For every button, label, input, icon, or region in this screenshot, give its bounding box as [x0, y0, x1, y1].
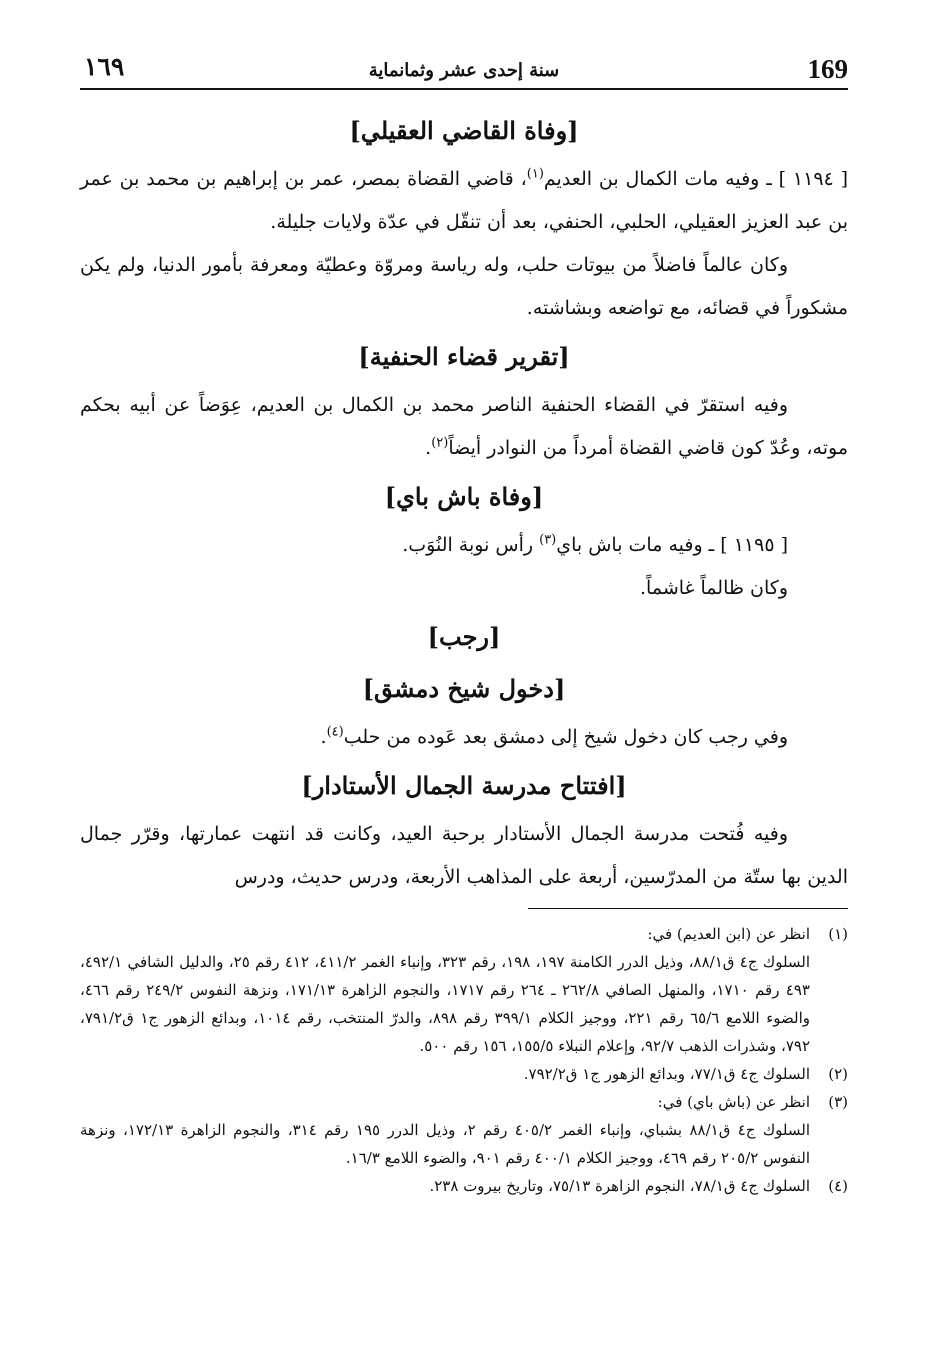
main-text: [80, 104, 848, 899]
footnote-marker: (٢): [828, 1065, 848, 1083]
footnote-marker: [810, 1116, 848, 1172]
running-title: سنة إحدى عشر وثمانماية: [368, 60, 560, 81]
paragraph-text: وفي رجب كان دخول شيخ إلى دمشق بعد عَوده من حلب: [343, 726, 788, 748]
section-heading: [تقرير قضاء الحنفية]: [358, 342, 570, 371]
paragraph-text: رأس نوبة النُوَب.: [402, 534, 540, 556]
paragraph: [80, 524, 848, 567]
header-rule: [80, 88, 848, 90]
month-heading: [رجب]: [427, 622, 501, 651]
paragraph-text: ، قاضي القضاة بمصر، عمر بن إبراهيم بن محمد بن عمر بن عبد العزيز العقيلي، الحلبي، الحنفي، بعد أن تنقّل في عدّة ولايات جليلة.: [80, 168, 848, 233]
footnote-text: السلوك ج٤ ق٨٨/١ بشباي، وإنباء الغمر ٤٠٥/٢ رقم ٢، وذيل الدرر ١٩٥ رقم ٣١٤، والنجوم الزاهرة ١٧٢/١٣، ونزهة النفوس ٢٠٥/٢ رقم ٤٦٩، ووجيز الكلام ٤٠٠/١ رقم ٩٠١، والضوء اللامع ١٦/٣.: [80, 1121, 811, 1167]
footnote-marker: (٣): [828, 1093, 848, 1111]
paragraph: وكان ظالماً غاشماً.: [640, 577, 788, 599]
footnote-marker: [810, 948, 848, 1060]
section-heading: [وفاة القاضي العقيلي]: [349, 116, 579, 145]
footnote-separator: [528, 908, 848, 909]
paragraph-text: [ ١١٩٤ ] ـ وفيه مات الكمال بن العديم: [543, 168, 848, 190]
footnote-text: السلوك ج٤ ق٧٧/١، وبدائع الزهور ج١ ق٧٩٢/٢.: [523, 1065, 810, 1083]
paragraph: وفيه فُتحت مدرسة الجمال الأستادار برحبة العيد، وكانت قد انتهت عمارتها، وقرّر جمال الدين بها ستّة من المدرّسين، أربعة على المذاهب الأربعة، ودرس حديث، ودرس: [80, 823, 848, 888]
footnote-ref: (١): [526, 166, 544, 182]
footnote-ref: (٣): [539, 532, 557, 548]
footnote: [80, 920, 848, 948]
footnote: [80, 948, 848, 1060]
page-number-arabic: ١٦٩: [84, 52, 125, 81]
footnote-marker: (٤): [828, 1177, 848, 1195]
paragraph: وكان عالماً فاضلاً من بيوتات حلب، وله رياسة ومروّة وعطيّة ومعرفة بأمور الدنيا، ولم يكن مشكوراً في قضائه، مع تواضعه وبشاشته.: [80, 254, 848, 319]
paragraph-text: .: [320, 726, 327, 748]
section-heading: [وفاة باش باي]: [384, 482, 544, 511]
paragraph: [80, 716, 848, 759]
footnote-ref: (٢): [431, 435, 449, 451]
footnote: [80, 1172, 848, 1200]
footnotes: [80, 920, 848, 1200]
footnote: [80, 1088, 848, 1116]
page-number-latin: 169: [807, 54, 848, 84]
footnote-ref: (٤): [326, 724, 344, 740]
paragraph-text: .: [425, 437, 432, 459]
footnote: [80, 1116, 848, 1172]
footnote-text: انظر عن (باش باي) في:: [657, 1093, 810, 1111]
paragraph: [80, 384, 848, 470]
paragraph-text: وفيه استقرّ في القضاء الحنفية الناصر محمد بن الكمال بن العديم، عِوَضاً عن أبيه بحكم موته، وعُدّ كون قاضي القضاة أمرداً من النوادر أيضاً: [80, 394, 848, 459]
footnote: [80, 1060, 848, 1088]
paragraph-text: [ ١١٩٥ ] ـ وفيه مات باش باي: [556, 534, 788, 556]
footnote-marker: (١): [828, 925, 848, 943]
footnote-text: السلوك ج٤ ق٨٨/١، وذيل الدرر الكامنة ١٩٧، ١٩٨، رقم ٣٢٣، وإنباء الغمر ٤١١/٢، ٤١٢ رقم ٢٥، والدليل الشافي ٤٩٢/١، ٤٩٣ رقم ١٧١٠، والمنهل الصافي ٢٦٢/٨ ـ ٢٦٤ رقم ١٧١٧، والنجوم الزاهرة ١٧١/١٣، ونزهة النفوس ٢٤٩/٢ رقم ٤٦٦، والضوء اللامع ٦٥/٦ رقم ٢٢١، ووجيز الكلام ٣٩٩/١ رقم ٨٩٨، والدرّ المنتخب، رقم ١٠١٤، وبدائع الزهور ج١ ق٧٩١/٢، ٧٩٢، وشذرات الذهب ٩٢/٧، وإعلام النبلاء ١٥٥/٥، ١٥٦ رقم ٥٠٠.: [80, 953, 811, 1055]
footnote-text: انظر عن (ابن العديم) في:: [647, 925, 810, 943]
section-heading: [افتتاح مدرسة الجمال الأستادار]: [301, 771, 627, 800]
page-header: [80, 52, 848, 92]
paragraph: [80, 158, 848, 244]
section-heading: [دخول شيخ دمشق]: [362, 674, 566, 703]
footnote-text: السلوك ج٤ ق٧٨/١، النجوم الزاهرة ٧٥/١٣، وتاريخ بيروت ٢٣٨.: [429, 1177, 810, 1195]
